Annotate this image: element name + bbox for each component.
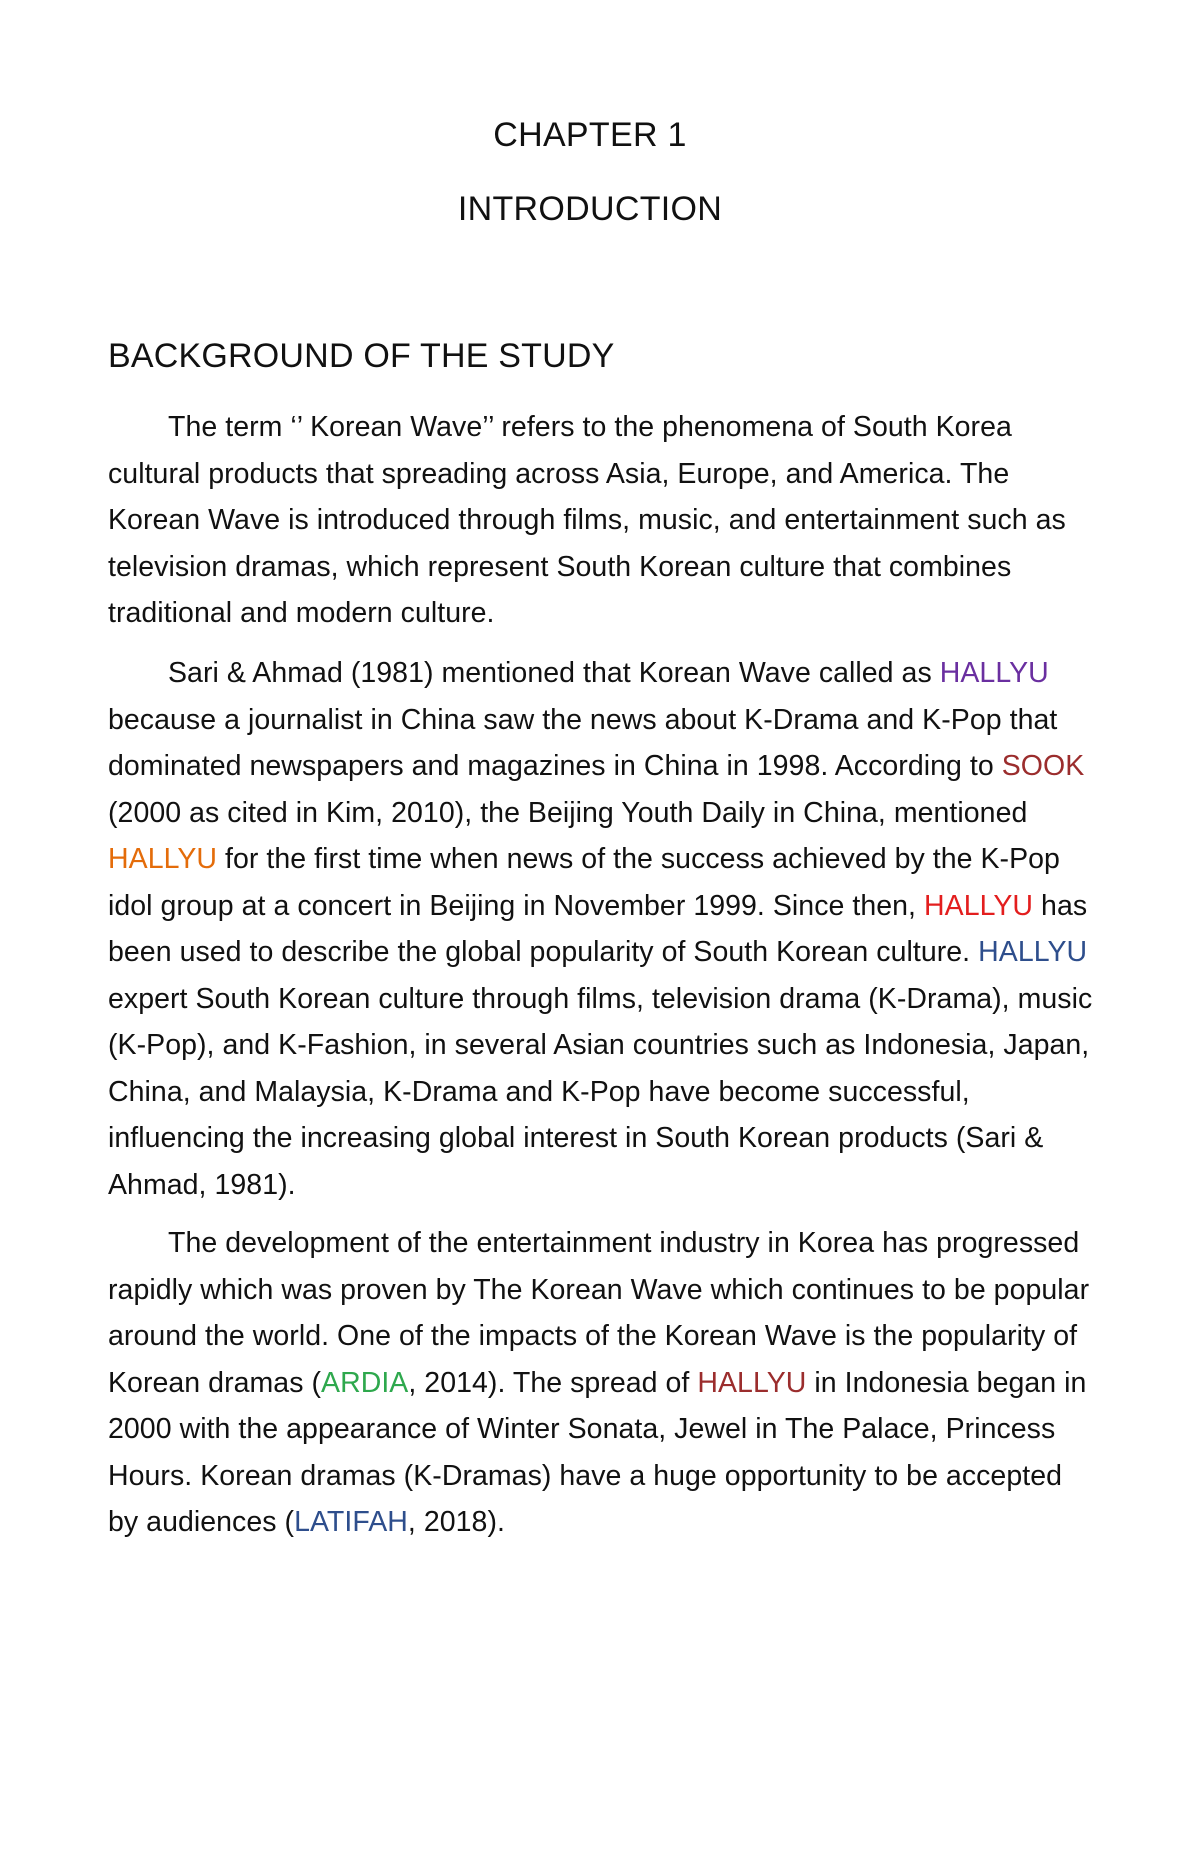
paragraph-text: because a journalist in China saw the news about K-Drama and K-Pop that dominated newspapers and magazines in China in 1998. According to [108,703,1058,782]
highlighted-term-hallyu: HALLYU [108,843,218,875]
paragraph-text: Sari & Ahmad (1981) mentioned that Korean Wave called as [168,657,940,689]
highlighted-term-hallyu: HALLYU [697,1366,807,1399]
highlighted-citation-latifah: LATIFAH [294,1506,408,1538]
highlighted-term-hallyu: HALLYU [978,936,1088,968]
paragraph-text: , 2014). The spread of [408,1366,698,1399]
chapter-title: INTRODUCTION [457,190,723,228]
paragraph-text: The development of the entertainment industry in Korea has progressed rapidly which was proven by The Korean Wave which continues to be popular around the world. One of the impacts of the Korean Wave is the popularity of Korean dramas ( [108,1227,1090,1399]
highlighted-citation-sook: SOOK [1001,750,1085,782]
highlighted-term-hallyu: HALLYU [939,657,1049,689]
paragraph-text: for the first time when news of the success achieved by the K-Pop idol group at a concert in Beijing in November 1999. Since then, [108,843,1060,922]
paragraph-text: , 2018). [407,1506,505,1538]
highlighted-term-hallyu: HALLYU [924,889,1034,922]
paragraph-text: has been used to describe the global popularity of South Korean culture. [108,889,1088,968]
paragraph-text: The term ‘’ Korean Wave’’ refers to the phenomena of South Korea cultural products that spreading across Asia, Europe, and America. The Korean Wave is introduced through films, music, and entertainment such as television dramas, which represent South Korean culture that combines traditional and modern culture. [108,411,1066,629]
paragraph-text: expert South Korean culture through films, television drama (K-Drama), music (K-Pop), and K-Fashion, in several Asian countries such as Indonesia, Japan, China, and Malaysia, K-Drama and K-Pop have become successful, influencing the increasing global interest in South Korean products (Sari & Ahmad, 1981). [108,982,1093,1201]
paragraph-text: (2000 as cited in Kim, 2010), the Beijing Youth Daily in China, mentioned [108,796,1028,829]
paragraph-1 [108,404,1098,637]
chapter-number: CHAPTER 1 [493,116,687,154]
paragraph-3 [108,1220,1098,1546]
paragraph-2 [108,650,1098,1208]
paragraph-text: in Indonesia began in 2000 with the appearance of Winter Sonata, Jewel in The Palace, Princess Hours. Korean dramas (K-Dramas) have a huge opportunity to be accepted by audiences ( [108,1366,1087,1538]
section-heading: BACKGROUND OF THE STUDY [108,337,615,375]
highlighted-citation-ardia: ARDIA [321,1366,409,1399]
